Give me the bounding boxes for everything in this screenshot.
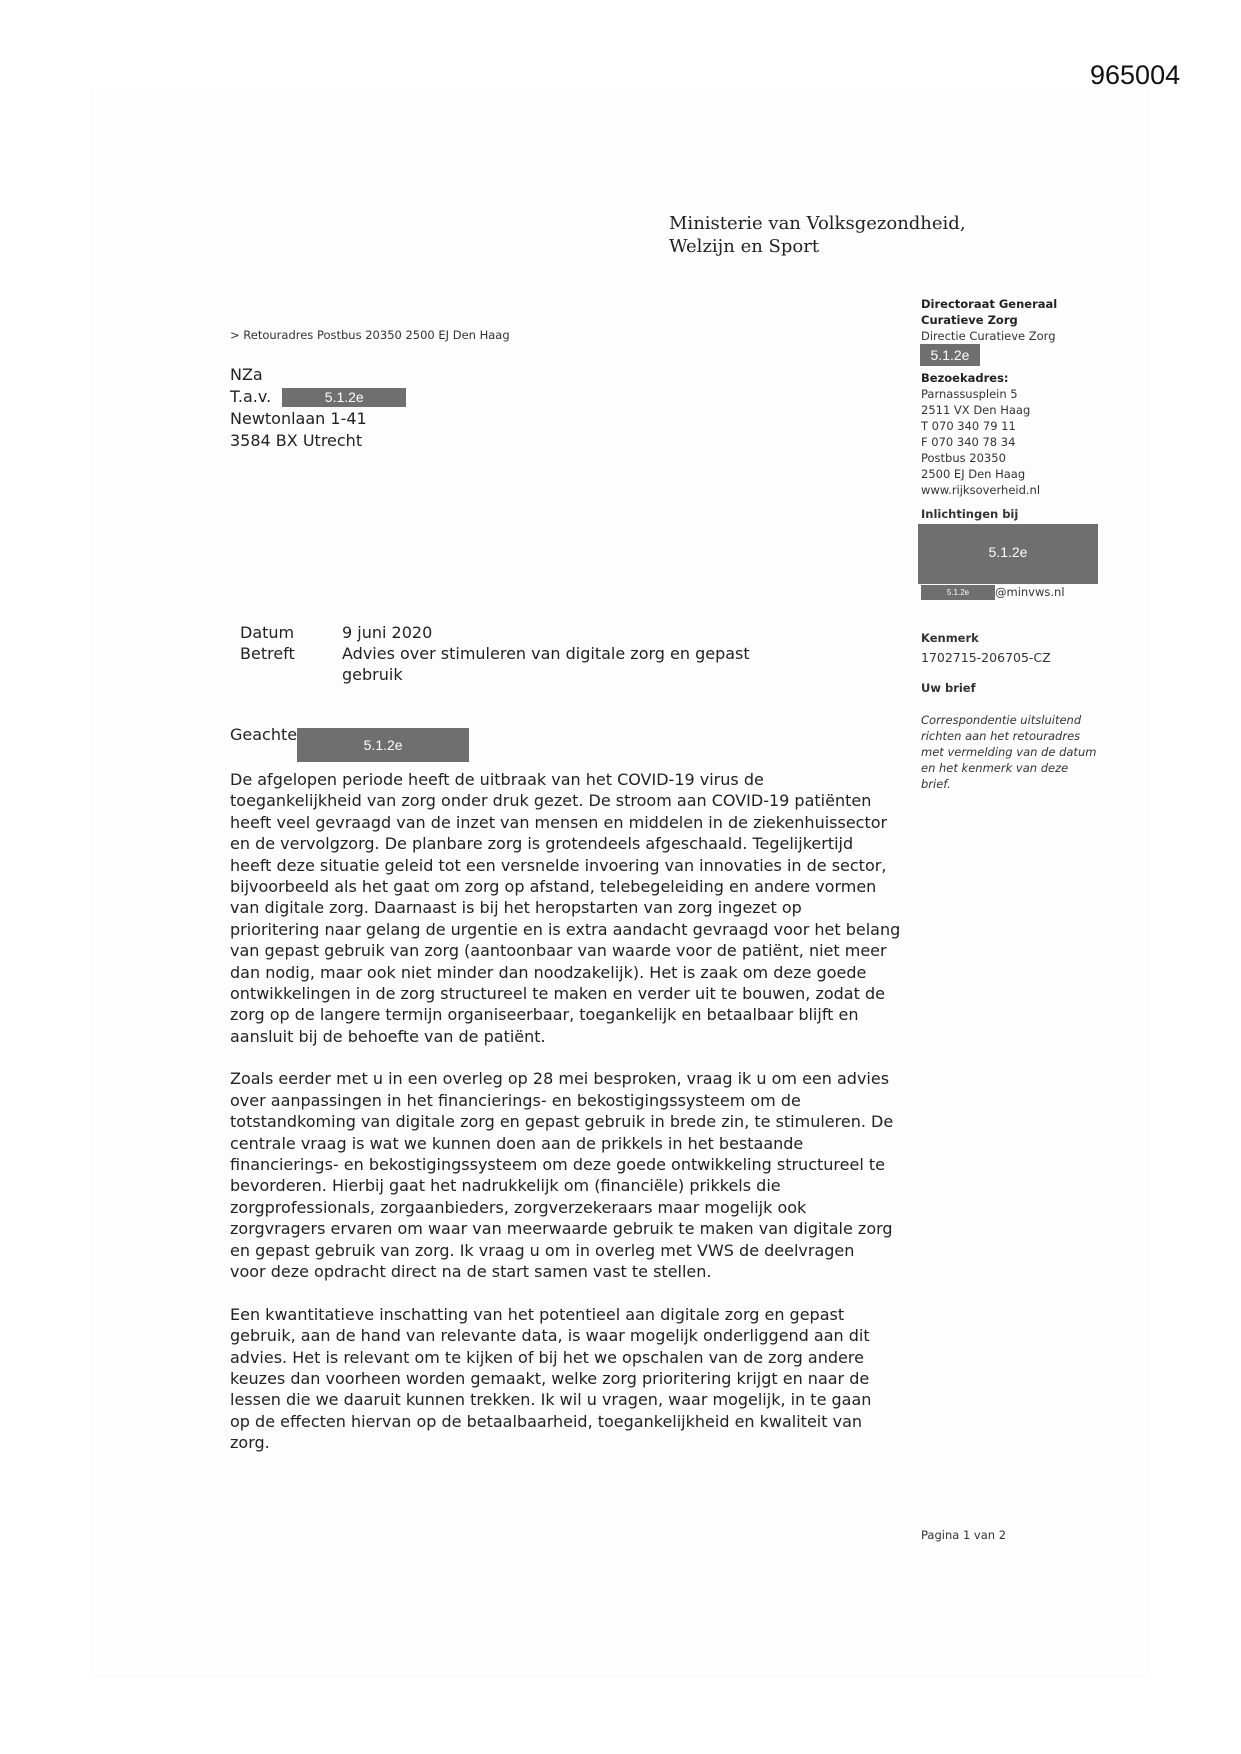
body-line: aansluit bij de behoefte van de patiënt.: [230, 1026, 546, 1046]
body-line: en gepast gebruik van zorg. Ik vraag u om in overleg met VWS de deelvragen: [230, 1240, 855, 1260]
body-line: over aanpassingen in het financierings- en bekostigingssysteem om de: [230, 1090, 801, 1110]
body-line: totstandkoming van digitale zorg en gepast gebruik in brede zin, te stimuleren. De: [230, 1112, 894, 1132]
body-line: van digitale zorg. Daarnaast is bij het heropstarten van zorg ingezet op: [230, 898, 802, 918]
body-line: Een kwantitatieve inschatting van het potentieel aan digitale zorg en gepast: [230, 1304, 845, 1324]
body-paragraph: [230, 1068, 930, 1282]
subject-label: Betreft: [240, 644, 295, 663]
body-line: op de effecten hiervan op de betaalbaarheid, toegankelijkheid en kwaliteit van: [230, 1411, 863, 1431]
date-label: Datum: [240, 623, 295, 642]
body-line: zorgprofessionals, zorgaanbieders, zorgverzekeraars maar mogelijk ook: [230, 1197, 807, 1217]
body-line: zorg.: [230, 1433, 270, 1453]
sidebar-directorate: [921, 296, 1057, 344]
subject-line-1: Advies over stimuleren van digitale zorg en gepast: [342, 644, 750, 663]
correspondence-note: [921, 712, 1096, 792]
letter-body: [230, 769, 930, 1475]
page-number: Pagina 1 van 2: [921, 1528, 1007, 1542]
info-label: Inlichtingen bij: [921, 507, 1019, 521]
body-line: Zoals eerder met u in een overleg op 28 mei besproken, vraag ik u om een advies: [230, 1069, 890, 1089]
body-line: centrale vraag is wat we kunnen doen aan de prikkels in het bestaande: [230, 1133, 804, 1153]
body-line: financierings- en bekostigingssysteem om deze goede ontwikkeling structureel te: [230, 1155, 885, 1175]
body-line: advies. Het is relevant om te kijken of bij het we opschalen van de zorg andere: [230, 1347, 864, 1367]
recipient-attn: [230, 386, 406, 408]
note-line: brief.: [921, 777, 951, 791]
body-line: voor deze opdracht direct na de start samen vast te stellen.: [230, 1261, 712, 1281]
body-line: dan nodig, maar ook niet minder dan noodzakelijk). Het is zaak om deze goede: [230, 962, 867, 982]
recipient-street: Newtonlaan 1-41: [230, 409, 367, 428]
body-line: van gepast gebruik van zorg (aantoonbaar van waarde voor de patiënt, niet meer: [230, 941, 887, 961]
note-line: met vermelding van de datum: [921, 745, 1097, 759]
visit-line: www.rijksoverheid.nl: [921, 483, 1041, 497]
visit-line: F 070 340 78 34: [921, 435, 1016, 449]
body-line: bijvoorbeeld als het gaat om zorg op afstand, telebegeleiding en andere vormen: [230, 876, 877, 896]
your-letter-label: Uw brief: [921, 681, 976, 695]
note-line: Correspondentie uitsluitend: [921, 713, 1082, 727]
recipient-address: [230, 364, 406, 452]
visit-line: T 070 340 79 11: [921, 419, 1016, 433]
body-line: heeft veel gevraagd van de inzet van mensen en middelen in de ziekenhuissector: [230, 812, 888, 832]
letterhead-line-2: Welzijn en Sport: [669, 236, 820, 257]
body-line: prioritering naar gelang de urgentie en is extra aandacht gevraagd voor het belang: [230, 919, 901, 939]
reference-label: Kenmerk: [921, 631, 979, 645]
body-line: zorgvragers ervaren om waar van meerwaarde gebruik te maken van digitale zorg: [230, 1219, 893, 1239]
date-value: 9 juni 2020: [342, 623, 433, 642]
redaction-box: 5.1.2e: [920, 344, 980, 366]
visit-line: Parnassusplein 5: [921, 387, 1018, 401]
body-line: gebruik, aan de hand van relevante data, is waar mogelijk onderliggend aan dit: [230, 1326, 870, 1346]
redaction-box: 5.1.2e: [282, 388, 406, 407]
salutation-text: Geachte: [230, 725, 298, 744]
ministry-letterhead: [669, 212, 966, 258]
visit-line: Postbus 20350: [921, 451, 1006, 465]
attn-label: T.a.v.: [230, 387, 272, 406]
body-line: heeft deze situatie geleid tot een versnelde invoering van innovaties in de sector,: [230, 855, 887, 875]
reference-value: 1702715-206705-CZ: [921, 650, 1051, 665]
recipient-org: NZa: [230, 365, 263, 384]
body-line: keuzes dan voorheen worden gemaakt, welke zorg prioritering krijgt en naar de: [230, 1368, 870, 1388]
visit-line: 2500 EJ Den Haag: [921, 467, 1026, 481]
visit-address: [921, 370, 1040, 498]
visit-label: Bezoekadres:: [921, 371, 1009, 385]
note-line: richten aan het retouradres: [921, 729, 1081, 743]
body-line: en de vervolgzorg. De planbare zorg is grotendeels afgeschaald. Tegelijkertijd: [230, 834, 854, 854]
body-paragraph: [230, 769, 930, 1047]
redaction-box: 5.1.2e: [297, 728, 469, 762]
redaction-box: 5.1.2e: [918, 524, 1098, 584]
directorate-line-1: Directoraat Generaal: [921, 297, 1058, 311]
body-line: lessen die we daaruit kunnen trekken. Ik wil u vragen, waar mogelijk, in te gaan: [230, 1390, 872, 1410]
body-line: De afgelopen periode heeft de uitbraak van het COVID-19 virus de: [230, 770, 764, 789]
subject-line-2: gebruik: [342, 665, 403, 684]
body-line: toegankelijkheid van zorg onder druk gezet. De stroom aan COVID-19 patiënten: [230, 791, 872, 811]
body-line: zorg op de langere termijn organiseerbaar, toegankelijk en betaalbaar blijft en: [230, 1005, 859, 1025]
return-address: > Retouradres Postbus 20350 2500 EJ Den Haag: [230, 328, 510, 342]
directorate-line-3: Directie Curatieve Zorg: [921, 329, 1056, 343]
redaction-box: 5.1.2e: [921, 585, 995, 600]
letter-meta: [240, 622, 840, 692]
body-line: bevorderen. Hierbij gaat het nadrukkelijk om (financiële) prikkels die: [230, 1176, 781, 1196]
note-line: en het kenmerk van deze: [921, 761, 1069, 775]
letterhead-line-1: Ministerie van Volksgezondheid,: [669, 213, 966, 234]
body-line: ontwikkelingen in de zorg structureel te maken en verder uit te bouwen, zodat de: [230, 983, 885, 1003]
contact-email: [921, 584, 1065, 600]
email-suffix: @minvws.nl: [995, 585, 1065, 599]
body-paragraph: [230, 1304, 930, 1454]
document-number: 965004: [1090, 60, 1181, 90]
visit-line: 2511 VX Den Haag: [921, 403, 1031, 417]
salutation: [230, 725, 469, 762]
directorate-line-2: Curatieve Zorg: [921, 313, 1018, 327]
recipient-city: 3584 BX Utrecht: [230, 431, 363, 450]
